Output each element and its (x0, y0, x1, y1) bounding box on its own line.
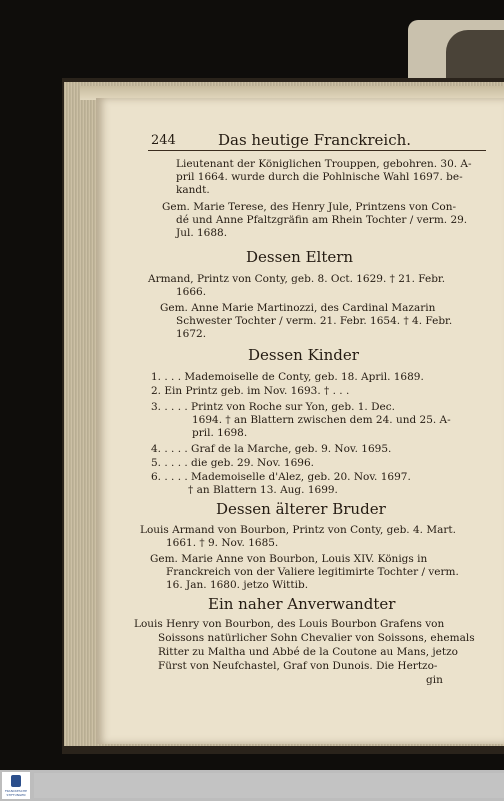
section-heading: Dessen Eltern (246, 248, 354, 266)
text-line: 1. . . . Mademoiselle de Conty, geb. 18. April. 1689. (151, 371, 424, 383)
text-line: dé und Anne Pfaltzgräfin am Rhein Tochter / verm. 29. (176, 214, 468, 226)
text-line: Schwester Tochter / verm. 21. Febr. 1654. † 4. Febr. (176, 315, 453, 327)
text-line: pril 1664. wurde durch die Pohlnische Wahl 1697. be- (176, 171, 463, 183)
text-line: 4. . . . . Graf de la Marche, geb. 9. Nov. 1695. (151, 443, 392, 455)
text-line: Soissons natürlicher Sohn Chevalier von Soissons, ehemals (158, 632, 475, 644)
text-line: Franckreich von der Valiere legitimirte Tochter / verm. (166, 566, 459, 578)
text-line: 16. Jan. 1680. jetzo Wittib. (166, 579, 309, 591)
section-heading: Dessen älterer Bruder (216, 500, 386, 518)
text-line: 1672. (176, 328, 207, 340)
text-line: Louis Henry von Bourbon, des Louis Bourbon Grafens von (134, 618, 445, 630)
institution-logo[interactable] (2, 772, 30, 799)
text-line: 1666. (176, 286, 207, 298)
text-line: kandt. (176, 184, 210, 196)
text-line: Armand, Printz von Conty, geb. 8. Oct. 1629. † 21. Febr. (148, 273, 446, 285)
toolbar-strip (34, 773, 504, 798)
text-line: Fürst von Neufchastel, Graf von Dunois. Die Hertzo- (158, 660, 438, 672)
text-line: Ritter zu Maltha und Abbé de la Coutone au Mans, jetzo (158, 646, 458, 658)
text-line: 3. . . . . Printz von Roche sur Yon, geb. 1. Dec. (151, 401, 395, 413)
text-line: Gem. Marie Anne von Bourbon, Louis XIV. Königs in (150, 553, 428, 565)
text-line: 6. . . . . Mademoiselle d'Alez, geb. 20. Nov. 1697. (151, 471, 411, 483)
text-line: pril. 1698. (192, 427, 248, 439)
head-rule (148, 150, 486, 151)
text-line: Jul. 1688. (176, 227, 228, 239)
page-number: 244 (151, 133, 176, 148)
text-line: Louis Armand von Bourbon, Printz von Conty, geb. 4. Mart. (140, 524, 456, 536)
section-heading: Dessen Kinder (248, 346, 359, 364)
logo-caption: FRANCKESCHE STIFTUNGEN (4, 789, 28, 797)
text-line: 1694. † an Blattern zwischen dem 24. und 25. A- (192, 414, 451, 426)
running-head: Das heutige Franckreich. (218, 131, 412, 149)
text-line: 2. Ein Printz geb. im Nov. 1693. † . . . (151, 385, 350, 397)
section-heading: Ein naher Anverwandter (208, 595, 396, 613)
book-page (96, 98, 504, 744)
text-line: † an Blattern 13. Aug. 1699. (188, 484, 338, 496)
text-line: 1661. † 9. Nov. 1685. (166, 537, 279, 549)
catchword: gin (426, 674, 443, 686)
logo-mark-icon (11, 775, 21, 787)
page-text (96, 98, 504, 744)
text-line: Gem. Anne Marie Martinozzi, des Cardinal Mazarin (160, 302, 436, 314)
text-line: Lieutenant der Königlichen Trouppen, gebohren. 30. A- (176, 158, 472, 170)
text-line: 5. . . . . die geb. 29. Nov. 1696. (151, 457, 314, 469)
text-line: Gem. Marie Terese, des Henry Jule, Printzens von Con- (162, 201, 457, 213)
